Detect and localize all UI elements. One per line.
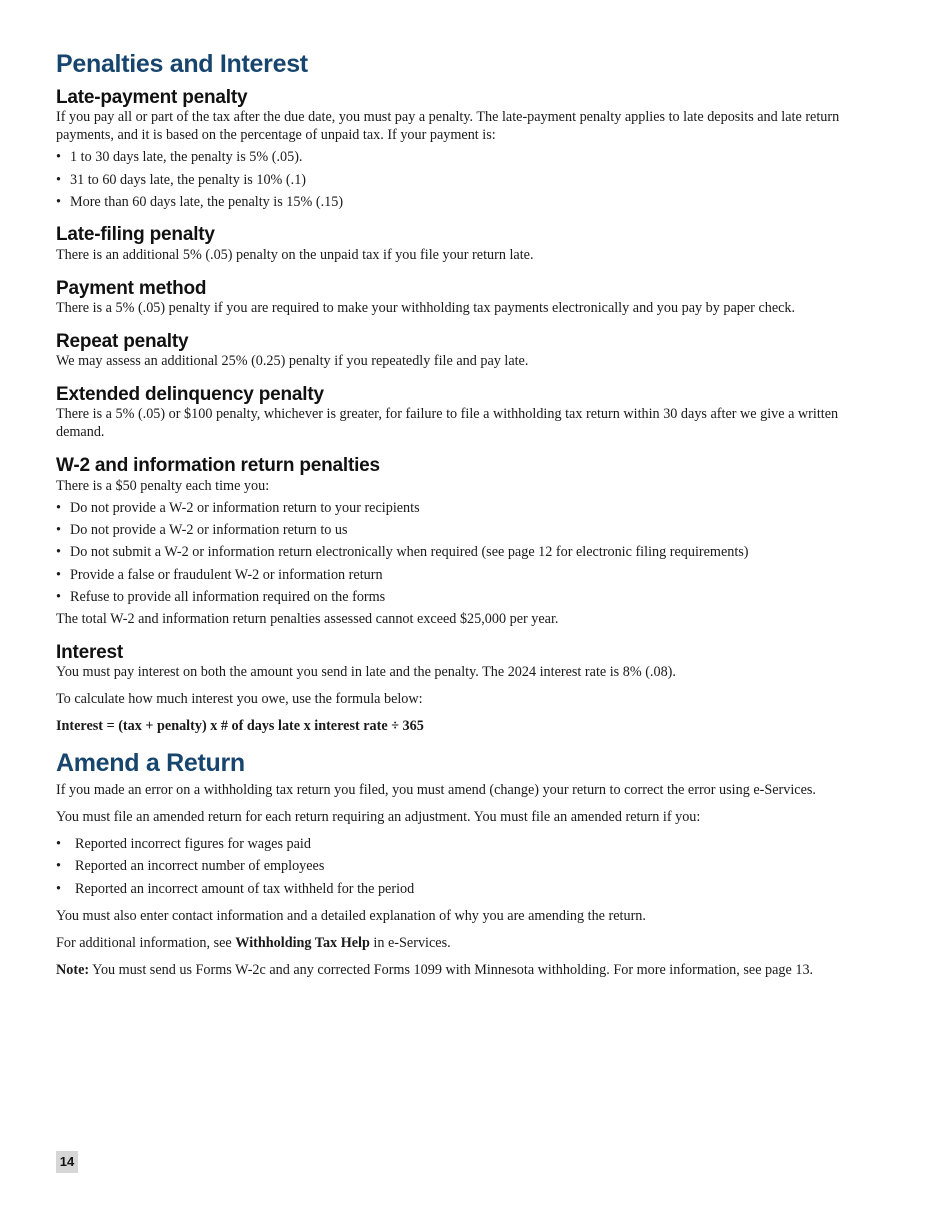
paragraph-extended-delinquency: There is a 5% (.05) or $100 penalty, whichever is greater, for failure to file a withholding tax return within 30 days after we give a written demand. <box>56 406 839 440</box>
bullet-icon: • <box>56 567 61 583</box>
page-number: 14 <box>56 1151 78 1173</box>
bullet-icon: • <box>56 522 61 538</box>
paragraph-repeat-penalty: We may assess an additional 25% (0.25) penalty if you repeatedly file and pay late. <box>56 353 529 369</box>
note-label: Note: <box>56 962 90 978</box>
paragraph-interest-rate: You must pay interest on both the amount you send in late and the penalty. The 2024 interest rate is 8% (.08). <box>56 664 676 680</box>
heading-late-filing: Late-filing penalty <box>56 224 215 245</box>
heading-repeat-penalty: Repeat penalty <box>56 331 189 352</box>
paragraph-late-filing: There is an additional 5% (.05) penalty on the unpaid tax if you file your return late. <box>56 247 534 263</box>
withholding-tax-help-reference: Withholding Tax Help <box>235 935 370 951</box>
bullet-icon: • <box>56 149 61 165</box>
bullet-icon: • <box>56 881 61 897</box>
heading-w2-penalties: W-2 and information return penalties <box>56 455 380 476</box>
heading-extended-delinquency: Extended delinquency penalty <box>56 384 324 405</box>
paragraph-interest-calc: To calculate how much interest you owe, use the formula below: <box>56 691 423 707</box>
paragraph-w2-outro: The total W-2 and information return penalties assessed cannot exceed $25,000 per year. <box>56 611 559 627</box>
bullet-icon: • <box>56 544 61 560</box>
bullet-icon: • <box>56 172 61 188</box>
paragraph-additional-info: For additional information, see Withholding Tax Help in e-Services. <box>56 935 451 951</box>
section-title-amend: Amend a Return <box>56 749 245 777</box>
bullet-icon: • <box>56 194 61 210</box>
paragraph-w2-intro: There is a $50 penalty each time you: <box>56 478 270 494</box>
bullet-icon: • <box>56 836 61 852</box>
bullet-icon: • <box>56 858 61 874</box>
paragraph-amend-intro: If you made an error on a withholding tax return you filed, you must amend (change) your return to correct the error using e-Services. <box>56 782 816 798</box>
paragraph-note: Note: You must send us Forms W-2c and any corrected Forms 1099 with Minnesota withholding. For more information, see page 13. <box>56 962 814 978</box>
bullet-icon: • <box>56 589 61 605</box>
section-title-penalties: Penalties and Interest <box>56 50 308 78</box>
paragraph-amend-requirement: You must file an amended return for each return requiring an adjustment. You must file an amended return if you: <box>56 809 701 825</box>
paragraph-contact-info: You must also enter contact information and a detailed explanation of why you are amending the return. <box>56 908 646 924</box>
heading-payment-method: Payment method <box>56 278 207 299</box>
paragraph-late-payment: If you pay all or part of the tax after the due date, you must pay a penalty. The late-payment penalty applies to late deposits and late return payments, and it is based on the percentage of unpaid tax. If your payment is: <box>56 109 840 143</box>
bullet-icon: • <box>56 500 61 516</box>
heading-late-payment: Late-payment penalty <box>56 87 248 108</box>
interest-formula: Interest = (tax + penalty) x # of days late x interest rate ÷ 365 <box>56 718 424 734</box>
heading-interest: Interest <box>56 642 124 663</box>
paragraph-payment-method: There is a 5% (.05) penalty if you are required to make your withholding tax payments electronically and you pay by paper check. <box>56 300 796 316</box>
